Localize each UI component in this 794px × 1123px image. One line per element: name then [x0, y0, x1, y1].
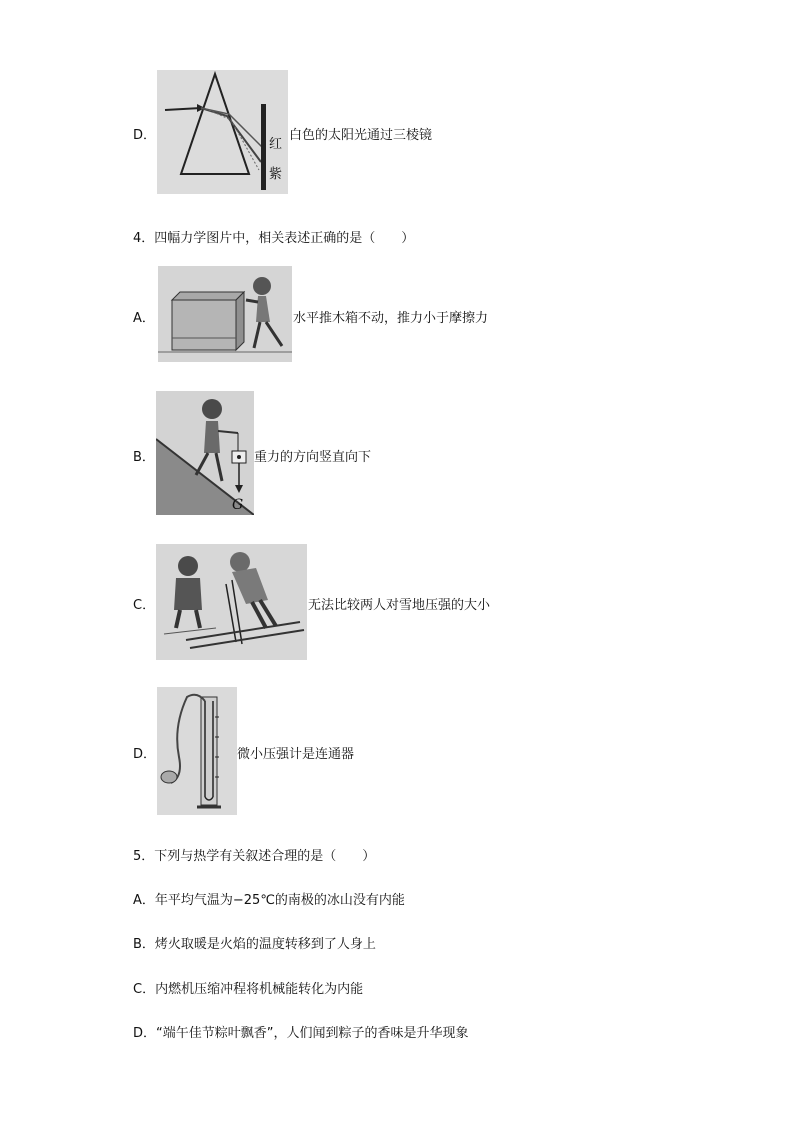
q4-stem: 4．四幅力学图片中，相关表述正确的是（ ）	[133, 231, 415, 246]
pressure-gauge-image	[157, 687, 237, 815]
push-box-image	[158, 266, 292, 362]
screen-label-red: 红	[269, 137, 283, 152]
prism-diagram	[157, 70, 288, 194]
q4-option-d-text: 微小压强计是连通器	[237, 747, 355, 762]
push-box-diagram	[158, 266, 292, 362]
pressure-gauge-diagram	[157, 687, 237, 815]
q4-option-c-text: 无法比较两人对雪地压强的大小	[308, 598, 491, 613]
q3-option-d-text: 白色的太阳光通过三棱镜	[289, 128, 433, 143]
gravity-label: G	[232, 497, 244, 513]
q5-option-b: B．烤火取暖是火焰的温度转移到了人身上	[133, 937, 376, 952]
prism-image	[157, 70, 288, 194]
skiing-image	[156, 544, 307, 660]
q4-option-b-text: 重力的方向竖直向下	[254, 450, 372, 465]
gravity-slope-diagram	[156, 391, 254, 515]
q5-option-c: C．内燃机压缩冲程将机械能转化为内能	[133, 982, 364, 997]
q4-option-c-letter: C．	[133, 598, 156, 613]
q5-stem: 5．下列与热学有关叙述合理的是（ ）	[133, 849, 376, 864]
q4-option-b-letter: B．	[133, 450, 155, 465]
q4-option-d-letter: D．	[133, 747, 157, 762]
gravity-slope-image	[156, 391, 254, 515]
q5-option-a: A．年平均气温为−25℃的南极的冰山没有内能	[133, 893, 405, 908]
q5-option-d: D．“端午佳节粽叶飘香”，人们闻到粽子的香味是升华现象	[133, 1026, 469, 1041]
q3-option-d-letter: D．	[133, 128, 157, 143]
q4-option-a-text: 水平推木箱不动，推力小于摩擦力	[293, 311, 489, 326]
q4-option-a-letter: A．	[133, 311, 155, 326]
skiing-diagram	[156, 544, 307, 660]
screen-label-purple: 紫	[269, 167, 283, 182]
